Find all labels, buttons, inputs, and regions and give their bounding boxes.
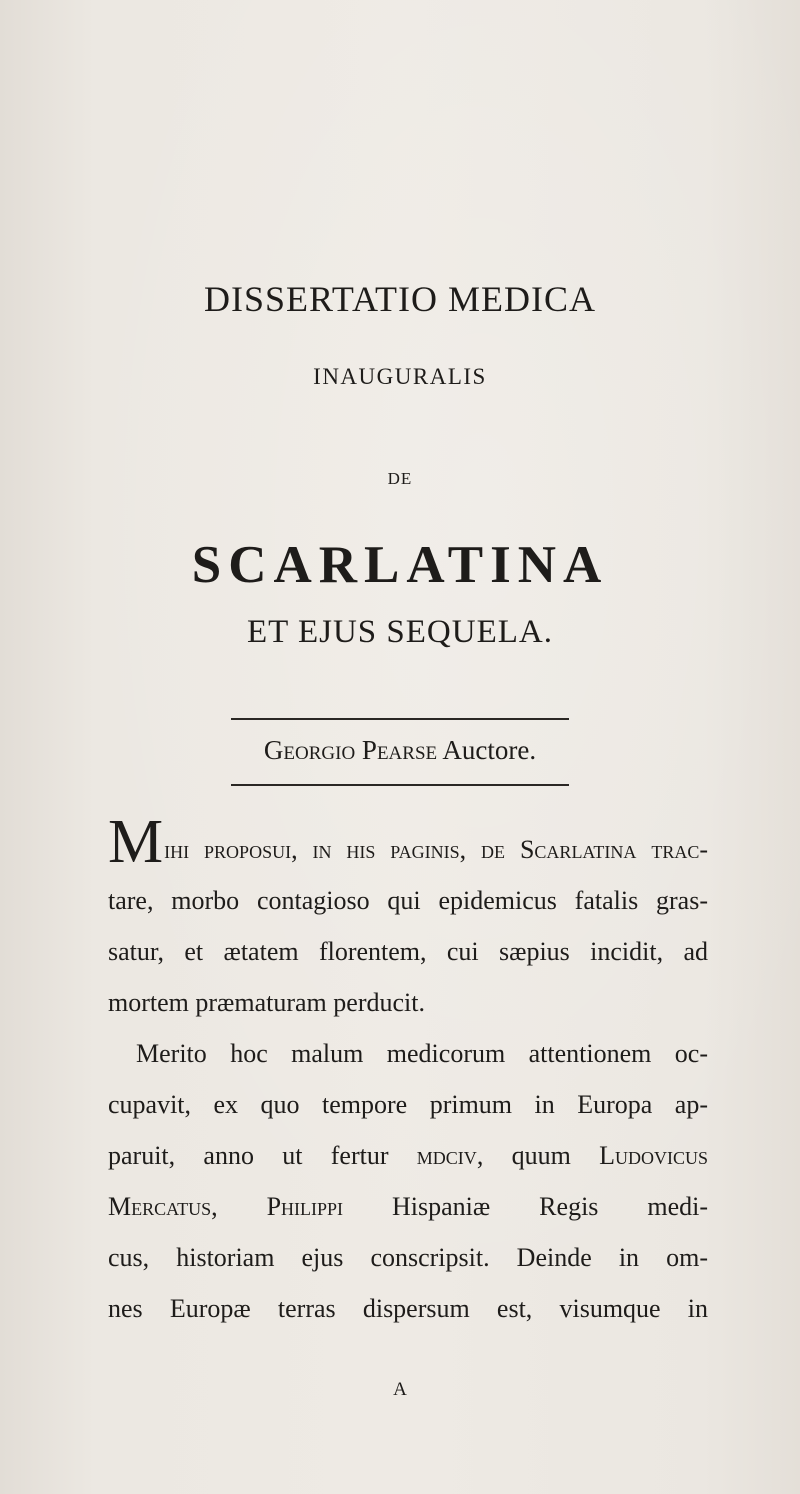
title-scarlatina: SCARLATINA xyxy=(191,536,609,594)
body-line-8-rest: Hispaniæ Regis medi- xyxy=(343,1192,709,1221)
author-line xyxy=(0,732,800,768)
body-line-7-b: , quum xyxy=(476,1141,600,1170)
name-philippi: Philippi xyxy=(266,1192,344,1221)
name-mercatus: Mercatus xyxy=(108,1192,212,1221)
body-line-2: tare, morbo contagioso qui epidemicus fatalis gras- xyxy=(108,886,708,915)
body-line-6: cupavit, ex quo tempore primum in Europa ap- xyxy=(108,1090,708,1119)
author-last-name: Pearse xyxy=(361,735,438,765)
title-et-ejus-sequela: ET EJUS SEQUELA. xyxy=(247,614,553,650)
title-inauguralis: INAUGURALIS xyxy=(313,364,487,389)
body-line-8-sep: , xyxy=(211,1192,267,1221)
divider-rule-bottom xyxy=(231,784,569,786)
body-line-1 xyxy=(108,808,708,876)
divider-rule-top xyxy=(231,718,569,720)
title-de: DE xyxy=(387,469,413,488)
drop-cap: M xyxy=(108,808,164,876)
body-line-7 xyxy=(108,1130,708,1181)
body-line-9: cus, historiam ejus conscripsit. Deinde in om- xyxy=(108,1243,708,1272)
body-line-1-text: ihi proposui, in his paginis, de Scarlatina trac- xyxy=(164,835,708,864)
body-line-10: nes Europæ terras dispersum est, visumque in xyxy=(108,1294,708,1323)
body-line-7-a: paruit, anno ut fertur xyxy=(108,1141,417,1170)
body-paragraphs xyxy=(108,808,709,1334)
signature-mark: A xyxy=(393,1379,407,1400)
author-role: Auctore. xyxy=(442,735,537,765)
name-ludovicus: Ludovicus xyxy=(599,1141,708,1170)
body-line-3: satur, et ætatem florentem, cui sæpius incidit, ad xyxy=(108,937,708,966)
body-line-8 xyxy=(108,1181,708,1232)
body-line-4: mortem præmaturam perducit. xyxy=(108,988,425,1017)
author-first-name: Georgio xyxy=(263,735,356,765)
body-line-5: Merito hoc malum medicorum attentionem oc- xyxy=(136,1039,708,1068)
year-mdciv: mdciv xyxy=(416,1141,477,1170)
title-dissertatio-medica: DISSERTATIO MEDICA xyxy=(204,279,596,319)
